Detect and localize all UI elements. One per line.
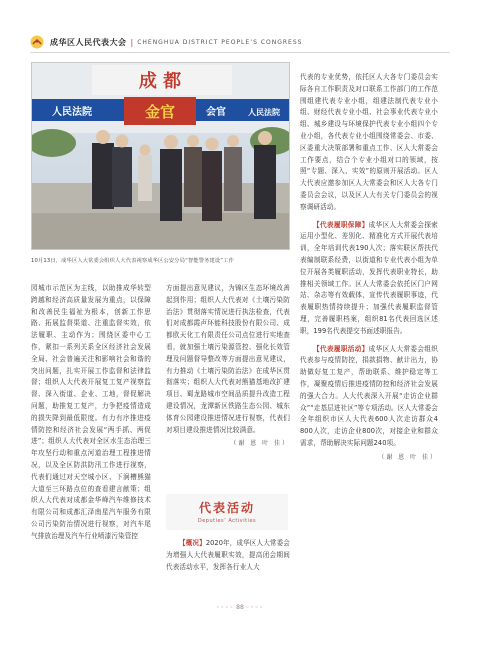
photo-scene (32, 63, 289, 249)
column-3-paragraph-3 (300, 344, 438, 450)
news-photo (31, 62, 290, 250)
body-column-2-bottom (166, 538, 290, 573)
body-column-3 (300, 72, 438, 464)
body-column-1 (31, 283, 151, 543)
column-2-byline: （谢 恩 叶 佳） (230, 440, 290, 448)
column-3-paragraph-3-text: 成华区人大常委会组织代表参与疫情防控，捐款捐物、献计出力，协助做好复工复产，帮助联系、维护稳定等工作，凝聚疫情后推进疫情防控和经济社会发展的强大合力。人大代表深入开展“走访企业群众”“走基层进社区”等专项活动。区人大常委会全年组织市区人大代表600人次走访群众4 800人次，走访企业800次，对接企业和群众需求，帮助解决实际问题240项。 (300, 344, 438, 447)
page-number: 88 (236, 604, 244, 611)
footer-ornament-right: ◦◦◦◦ (245, 604, 264, 611)
photo-banner-left: 人民法院 (52, 107, 92, 118)
header-separator: | (130, 37, 134, 47)
overview-tag: 【概况】 (179, 539, 206, 547)
tag-deputy-support: 【代表履职保障】 (313, 220, 369, 229)
header-title-cn: 成华区人民代表大会 (50, 37, 127, 47)
tag-deputy-activities: 【代表履职活动】 (313, 344, 369, 353)
header-rule (30, 52, 450, 53)
column-3-paragraph-2 (300, 220, 438, 338)
footer-ornament-left: ◦◦◦◦ (216, 604, 235, 611)
page-footer (0, 604, 480, 611)
photo-caption: 10月13日，成华区人大常委会组织人大代表视察成华区公安分局“智能警务建设”工作 (31, 258, 234, 264)
overview-paragraph (166, 538, 290, 573)
section-heading-box (166, 494, 288, 530)
photo-banner-center: 金官 (144, 103, 176, 121)
column-3-byline: （谢 恩 叶 佳） (378, 453, 438, 461)
section-title: 代表活动 (198, 501, 255, 515)
column-3-paragraph-2-text: 成华区人大常委会探索运用小型化、差别化、精准化方式开展代表培训，全年培训代表190人次；落实联区帮扶代表编制联系经费，以街道和专业代表小组为单位开展各类履职活动，发挥代表职业特长，助推相关领域工作。区人大常委会依托区门户网站、杂志等有效载体，宣传代表履职事迹，代表履职热情持续提升；加强代表履职监督管理，完善履职档案，组织81名代表回选区述职，199名代表提交书面述职报告。 (300, 220, 438, 335)
page-header (30, 34, 450, 50)
column-2-text: 方面提出意见建议，为锦区生态环境改善起到作用；组织人大代表对《土壤污染防治法》贯彻落实情况进行执法检查，代表们对成都霞声环能科技股份有限公司、成都欧天化工有限责任公司点位进行实地查看，就加强土壤污染源管控、强化长效管理及问题督导整改等方面提出意见建议，有力推动《土壤污染防治法》在成华区贯彻落实；组织人大代表对熊猫基地改扩建项目、蜀龙路城市空间品质提升改造工程建设情况，龙潭新区铁路生态公园、城东体育公园建设推进情况进行视察，代表们对项目建设推进情况比较满意。 (166, 284, 290, 434)
header-title-en: CHENGHUA DISTRICT PEOPLE’S CONGRESS (137, 38, 303, 46)
section-subtitle: Deputies’ Activities (197, 518, 257, 524)
overview-text: 2020年，成华区人大常委会为增强人大代表履职实效，提高闭会期间代表活动水平，发挥各行业人大 (166, 539, 290, 571)
photo-banner-right2: 人民法院 (248, 108, 280, 117)
photo-sign-text: 成 都 (138, 71, 182, 92)
body-column-2 (166, 283, 290, 450)
column-1-text: 园城市示范区为主线，以助推成华转型跨越和经济高质量发展为重点，以保障和改善民生福祉为根本，创新工作思路、拓展监督渠道、注重监督实效，依法履职、主动作为；围绕区委中心工作，紧扣一系列关系全区经济社会发展全局、社会普遍关注和影响社会和谐的突出问题，扎实开展工作监督和法律监督；组织人大代表开展复工复产视察监督、深入街道、企业、工地，督促解决问题，助推复工复产，力争把疫情造成的损失降到最低限度。有力有序推进疫情防控和经济社会发展“两手抓、两促进”；组织人大代表对全区水生态治理三年攻坚行动和重点河道治理工程推进情况，以及全区防洪防汛工作进行视察，代表们通过对天空城小区、下涧槽熊猫大道至三环路点位的查看建言献策；组织人大代表对成都金华峰汽车维修技术有限公司和成都汇泽南星汽车服务有限公司污染防治情况进行视察，对汽车尾气排放治理及汽车行业喷漆污染管控 (31, 284, 151, 540)
photo-banner-right: 会官 (206, 107, 226, 118)
congress-emblem-icon (30, 35, 44, 49)
column-3-paragraph-1: 代表的专业优势，依托区人大各专门委员会实际各自工作职责及对口联系工作部门的工作范围组建代表专业小组，组建法制代表专业小组、财经代表专业小组、社会事业代表专业小组、城乡建设与环境保护代表专业小组四个专业小组，各代表专业小组围绕常委会、市委、区委重大决策部署和重点工作、区人大常委会工作要点，结合个专业小组对口的领域，按照“专题、深入、实效”的原则开展活动。区人大代表应邀参加区人大常委会和区人大各专门委员会会议，以及区人大有关专门委员会的视察调研活动。 (300, 73, 438, 211)
